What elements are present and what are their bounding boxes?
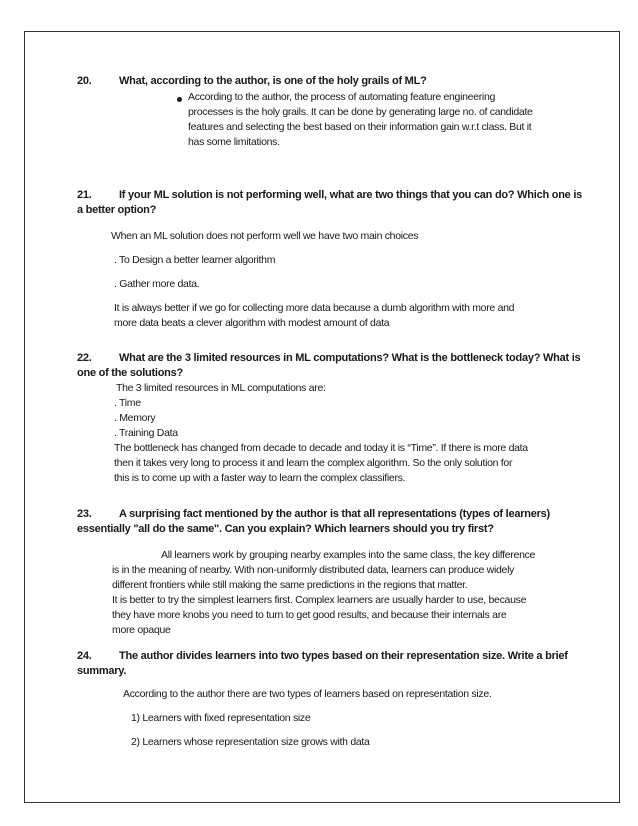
answer-line: this is to come up with a faster way to learn the complex classifiers. [114, 472, 406, 484]
question-text: What, according to the author, is one of the holy grails of ML? [119, 75, 427, 87]
question-21 [77, 187, 582, 203]
answer-item: 2) Learners whose representation size grows with data [131, 736, 370, 748]
bullet-icon [177, 97, 182, 102]
question-24 [77, 648, 568, 664]
question-22-cont: one of the solutions? [77, 367, 183, 379]
answer-line: The 3 limited resources in ML computations are: [116, 382, 326, 394]
answer-line: According to the author, the process of automating feature engineering [188, 91, 496, 103]
answer-line: . Training Data [114, 427, 178, 439]
answer-line: different frontiers while still making the same predictions in the regions that matter. [112, 579, 468, 591]
answer-line: processes is the holy grails. It can be done by generating large no. of candidate [188, 106, 533, 118]
question-22 [77, 350, 580, 366]
answer-intro: According to the author there are two types of learners based on representation size. [123, 688, 492, 700]
answer-intro: When an ML solution does not perform well we have two main choices [111, 230, 419, 242]
question-23-cont: essentially "all do the same". Can you explain? Which learners should you try first? [77, 523, 494, 535]
answer-line: then it takes very long to process it and learn the complex algorithm. So the only solution for [114, 457, 513, 469]
answer-line: more data beats a clever algorithm with modest amount of data [114, 317, 390, 329]
question-number: 20. [77, 75, 92, 87]
question-23 [77, 506, 550, 522]
answer-option: . Gather more data. [114, 278, 200, 290]
question-21-cont: a better option? [77, 204, 157, 216]
answer-line: It is better to try the simplest learners first. Complex learners are usually harder to use, because [112, 594, 527, 606]
answer-line: more opaque [112, 624, 171, 636]
answer-option: . To Design a better learner algorithm [114, 254, 276, 266]
answer-line: It is always better if we go for collecting more data because a dumb algorithm with more and [114, 302, 515, 314]
answer-line: . Time [114, 397, 141, 409]
question-number: 21. [77, 189, 92, 201]
answer-line: they have more knobs you need to turn to get good results, and because their internals are [112, 609, 507, 621]
answer-line: has some limitations. [188, 136, 280, 148]
answer-item: 1) Learners with fixed representation size [131, 712, 311, 724]
question-20 [77, 73, 427, 89]
answer-line: All learners work by grouping nearby examples into the same class, the key difference [161, 549, 536, 561]
question-text: A surprising fact mentioned by the author is that all representations (types of learners) [119, 508, 550, 520]
question-number: 23. [77, 508, 92, 520]
question-text: What are the 3 limited resources in ML computations? What is the bottleneck today? What is [119, 352, 581, 364]
question-number: 24. [77, 650, 92, 662]
question-24-cont: summary. [77, 665, 127, 677]
question-text: If your ML solution is not performing well, what are two things that you can do? Which one is [119, 189, 583, 201]
answer-line: is in the meaning of nearby. With non-uniformly distributed data, learners can produce widely [112, 564, 515, 576]
question-text: The author divides learners into two types based on their representation size. Write a brief [119, 650, 568, 662]
answer-line: The bottleneck has changed from decade to decade and today it is “Time”. If there is more data [114, 442, 528, 454]
answer-line: . Memory [114, 412, 156, 424]
question-number: 22. [77, 352, 92, 364]
answer-line: features and selecting the best based on their information gain w.r.t class. But it [188, 121, 532, 133]
